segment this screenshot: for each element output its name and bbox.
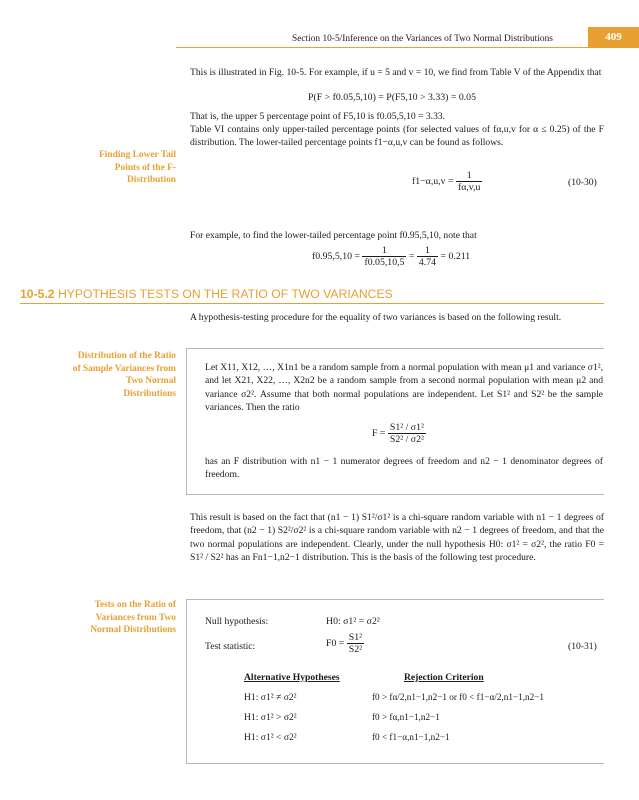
section-rule xyxy=(20,303,604,304)
rejection-less: f0 < f1−α,n1−1,n2−1 xyxy=(372,732,450,742)
basis-paragraph: This result is based on the fact that (n1 − 1) S1²/σ1² is a chi-square random variable with n1 − 1 degrees of freedom, that (n2 − 1) S2²/σ2² is a chi-square random variable with n2 − 1 degrees of freedom, and that the two normal populations are independent. Clearly, under the null hypothesis H0: σ1² = σ2², the ratio F0 = S1² / S2² has an Fn1−1,n2−1 distribution. This is the basis of the following test procedure. xyxy=(190,512,604,564)
intro-paragraph: This is illustrated in Fig. 10-5. For example, if u = 5 and v = 10, we find from Table V of the Appendix that xyxy=(190,67,602,78)
header-rule xyxy=(176,47,639,48)
box2-top-rule xyxy=(186,599,604,600)
box2-bottom-rule xyxy=(186,763,604,764)
section-title-text: HYPOTHESIS TESTS ON THE RATIO OF TWO VARIANCES xyxy=(57,287,393,301)
intro-line3: Table VI contains only upper-tailed percentage points (for selected values of fα,u,v for α ≤ 0.25) of the F distribution. The lower-tailed percentage points f1−α,u,v can be found as follows. xyxy=(190,124,604,149)
alt-hypothesis-two-sided: H1: σ1² ≠ σ2² xyxy=(244,692,297,703)
box1-text2: has an F distribution with n1 − 1 numerator degrees of freedom and n2 − 1 denominator degrees of freedom. xyxy=(205,456,603,481)
intro-line2: That is, the upper 5 percentage point of F5,10 is f0.05,5,10 = 3.33. xyxy=(190,111,446,122)
side-heading-finding-lower-tail: Finding Lower Tail Points of the F-Distribution xyxy=(99,150,176,186)
test-statistic-fraction xyxy=(347,632,364,655)
box1-bottom-rule xyxy=(186,494,604,495)
example-fraction-2 xyxy=(417,245,438,268)
column-alternative-hypotheses: Alternative Hypotheses xyxy=(244,672,340,683)
example-den-1: f0.05,10,5 xyxy=(364,257,405,268)
rejection-greater: f0 > fα,n1−1,n2−1 xyxy=(372,712,440,722)
box1-left-rule xyxy=(186,348,187,494)
equation-10-30 xyxy=(412,170,482,193)
intro-equation: P(F > f0.05,5,10) = P(F5,10 > 3.33) = 0.05 xyxy=(308,92,476,103)
test-statistic-equation xyxy=(326,632,364,655)
example-num-1: 1 xyxy=(362,245,406,257)
eq-10-30-fraction xyxy=(456,170,482,193)
box1-top-rule xyxy=(186,348,604,349)
alt-hypothesis-less: H1: σ1² < σ2² xyxy=(244,732,297,743)
example-den-2: 4.74 xyxy=(418,257,437,268)
test-statistic-label: Test statistic: xyxy=(205,641,256,652)
test-statistic-denominator: S2² xyxy=(348,644,363,655)
box1-f-denominator: S2² / σ2² xyxy=(389,434,424,445)
equation-label-10-30: (10-30) xyxy=(568,177,597,188)
section-heading xyxy=(20,287,393,301)
example-result: = 0.211 xyxy=(440,250,471,262)
eq-10-30-denominator: fα,v,u xyxy=(457,182,481,193)
alt-hypothesis-greater: H1: σ1² > σ2² xyxy=(244,712,297,723)
null-hypothesis-equation: H0: σ1² = σ2² xyxy=(326,616,380,627)
page-number: 409 xyxy=(588,27,639,47)
eq-10-30-lhs: f1−α,u,v = xyxy=(412,175,454,187)
eq-10-30-numerator: 1 xyxy=(456,170,482,182)
side-heading-tests-ratio: Tests on the Ratio of Variances from Two Normal Distributions xyxy=(90,600,176,636)
equation-label-10-31: (10-31) xyxy=(568,641,597,652)
running-header: Section 10-5/Inference on the Variances of Two Normal Distributions xyxy=(292,34,553,44)
box2-left-rule xyxy=(186,599,187,763)
example-equation: f0.95,5,10 = $\frac{1}{f0.05,10,5}$ = $\frac{1}{4.74}$ = 0.211 xyxy=(312,245,471,268)
column-rejection-criterion: Rejection Criterion xyxy=(404,672,484,683)
test-statistic-lhs: F0 = xyxy=(326,637,345,649)
example-num-2: 1 xyxy=(417,245,438,257)
example-text: For example, to find the lower-tailed percentage point f0.95,5,10, note that xyxy=(190,230,477,241)
box1-f-lhs: F = xyxy=(372,427,386,439)
box1-f-numerator: S1² / σ1² xyxy=(389,422,424,433)
section-number: 10-5.2 xyxy=(20,287,55,301)
box1-text: Let X11, X12, …, X1n1 be a random sample from a normal population with mean μ1 and variance σ1², and let X21, X22, …, X2n2 be a random sample from a second normal population with mean μ2 and variance σ2². Assume that both normal populations are independent. Let S1² and S2² be the sample variances. Then the ratio xyxy=(205,362,603,414)
box1-f-ratio xyxy=(372,422,426,445)
section-intro: A hypothesis-testing procedure for the equality of two variances is based on the following result. xyxy=(190,312,562,323)
side-heading-distribution-ratio: Distribution of the Ratio of Sample Variances from Two Normal Distributions xyxy=(72,351,176,399)
box1-f-fraction xyxy=(388,422,426,445)
rejection-two-sided: f0 > fα/2,n1−1,n2−1 or f0 < f1−α/2,n1−1,n2−1 xyxy=(372,692,544,702)
test-statistic-numerator: S1² xyxy=(348,632,363,643)
null-hypothesis-label: Null hypothesis: xyxy=(205,616,269,627)
example-lhs: f0.95,5,10 = xyxy=(312,250,360,262)
example-fraction-1 xyxy=(362,245,406,268)
